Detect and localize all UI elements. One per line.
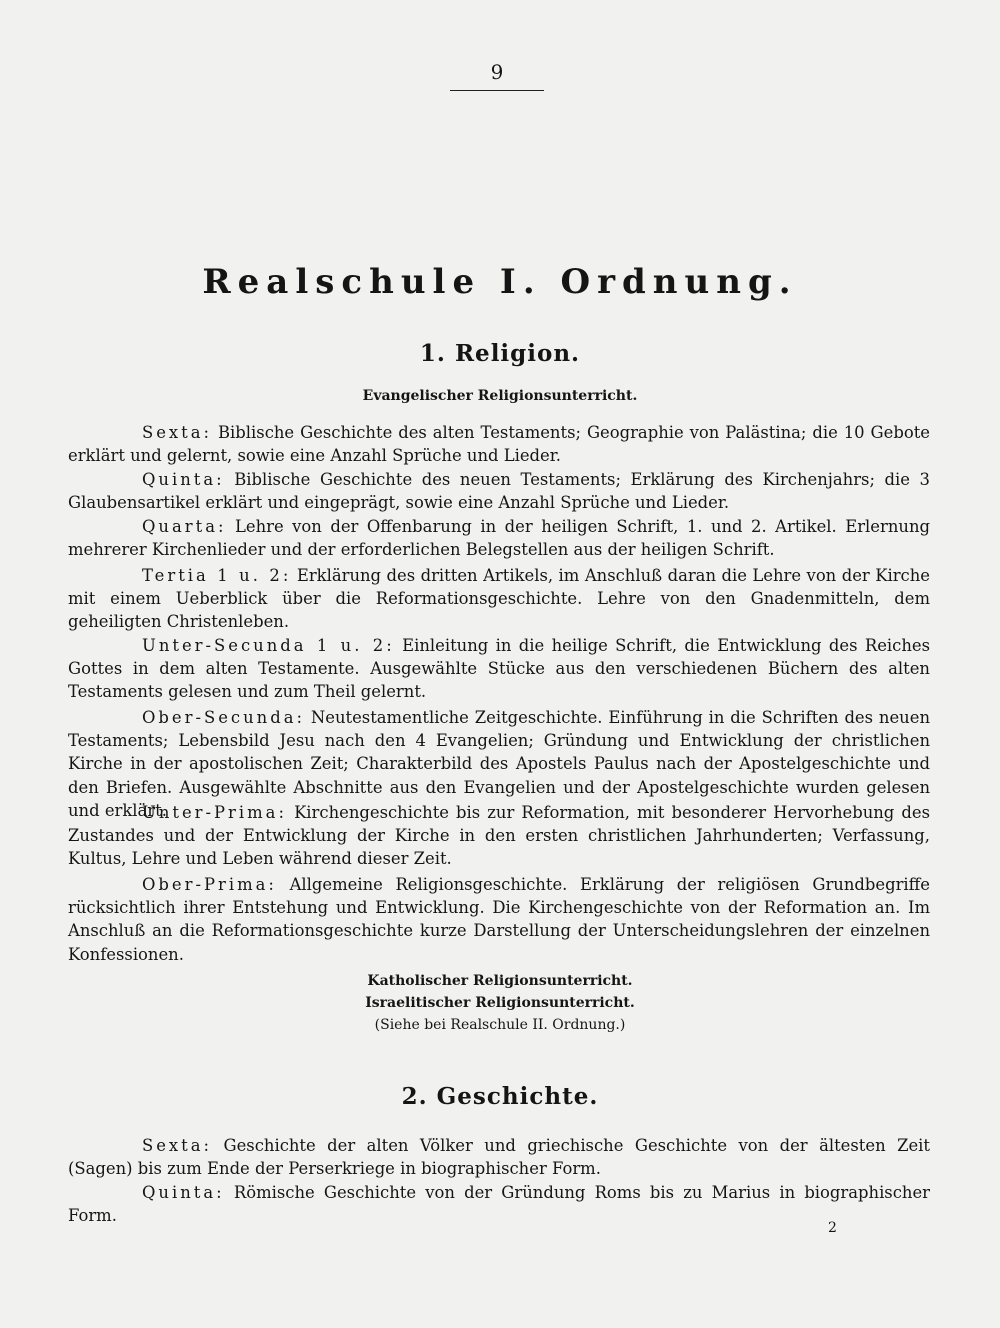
paragraph-quarta-religion — [68, 515, 930, 561]
cross-reference-note: (Siehe bei Realschule II. Ordnung.) — [374, 1017, 626, 1033]
section-heading-geschichte: 2. Geschichte. — [401, 1083, 599, 1110]
class-label: Sexta: — [142, 423, 213, 442]
paragraph-sexta-religion — [68, 421, 930, 467]
paragraph-unter-secunda-religion — [68, 634, 930, 704]
class-label: Ober-Prima: — [142, 875, 277, 894]
paragraph-text: Biblische Geschichte des alten Testaments; Geographie von Palästina; die 10 Gebote erklärt und gelernt, sowie eine Anzahl Sprüche und Lieder. — [68, 423, 930, 466]
paragraph-text: Biblische Geschichte des neuen Testaments; Erklärung des Kirchenjahrs; die 3 Glaubensartikel erklärt und eingeprägt, sowie eine Anzahl Sprüche und Lieder. — [68, 470, 930, 513]
class-label: Quinta: — [142, 1183, 225, 1202]
class-label: Tertia 1 u. 2: — [142, 566, 292, 585]
subheading-israelite: Israelitischer Religionsunterricht. — [365, 995, 635, 1011]
paragraph-ober-prima-religion — [68, 873, 930, 966]
class-label: Quarta: — [142, 517, 227, 536]
paragraph-sexta-geschichte — [68, 1134, 930, 1180]
paragraph-quinta-geschichte — [68, 1181, 930, 1227]
subheading-evangelical: Evangelischer Religionsunterricht. — [362, 388, 638, 404]
paragraph-text: Lehre von der Offenbarung in der heiligen Schrift, 1. und 2. Artikel. Erlernung mehrerer Kirchenlieder und der erforderlichen Belegstellen aus der heiligen Schrift. — [68, 517, 930, 560]
paragraph-text: Kirchengeschichte bis zur Reformation, mit besonderer Hervorhebung des Zustandes und der Entwicklung der Kirche in den ersten christlichen Jahrhunderten; Verfassung, Kultus, Lehre und Leben während dieser Zeit. — [68, 803, 930, 869]
class-label: Quinta: — [142, 470, 225, 489]
paragraph-text: Allgemeine Religionsgeschichte. Erklärung der religiösen Grundbegriffe rücksichtlich ihrer Entstehung und Entwicklung. Die Kirchengeschichte von der Reformation an. Im Anschluß an die Reformationsgeschichte kurze Darstellung der Unterscheidungslehren der einzelnen Konfessionen. — [68, 875, 930, 964]
paragraph-quinta-religion — [68, 468, 930, 514]
paragraph-tertia-religion — [68, 564, 930, 634]
paragraph-text: Neutestamentliche Zeitgeschichte. Einführung in die Schriften des neuen Testaments; Lebensbild Jesu nach den 4 Evangelien; Gründung und Entwicklung der christlichen Kirche in der apostolischen Zeit; Charakterbild des Apostels Paulus nach der Apostelgeschichte und den Briefen. Ausgewählte Abschnitte aus den Evangelien und der Apostelgeschichte wurden gelesen und erklärt. — [68, 708, 930, 820]
page-title: Realschule I. Ordnung. — [202, 262, 798, 302]
paragraph-text: Erklärung des dritten Artikels, im Anschluß daran die Lehre von der Kirche mit einem Ueberblick über die Reformationsgeschichte. Lehre von den Gnadenmitteln, dem geheiligten Christenleben. — [68, 566, 930, 632]
paragraph-text: Geschichte der alten Völker und griechische Geschichte von der ältesten Zeit (Sagen) bis zum Ende der Perserkriege in biographischer Form. — [68, 1136, 930, 1179]
class-label: Sexta: — [142, 1136, 213, 1155]
signature-mark: 2 — [828, 1220, 837, 1236]
section-heading-religion: 1. Religion. — [419, 340, 581, 367]
page-number: 9 — [450, 60, 544, 91]
class-label: Unter-Secunda 1 u. 2: — [142, 636, 395, 655]
subheading-catholic: Katholischer Religionsunterricht. — [367, 973, 633, 989]
class-label: Unter-Prima: — [142, 803, 287, 822]
class-label: Ober-Secunda: — [142, 708, 306, 727]
paragraph-unter-prima-religion — [68, 801, 930, 871]
paragraph-text: Römische Geschichte von der Gründung Roms bis zu Marius in biographischer Form. — [68, 1183, 930, 1226]
paragraph-text: Einleitung in die heilige Schrift, die Entwicklung des Reiches Gottes in dem alten Testamente. Ausgewählte Stücke aus den verschiedenen Büchern des alten Testaments gelesen und zum Theil gelernt. — [68, 636, 931, 702]
